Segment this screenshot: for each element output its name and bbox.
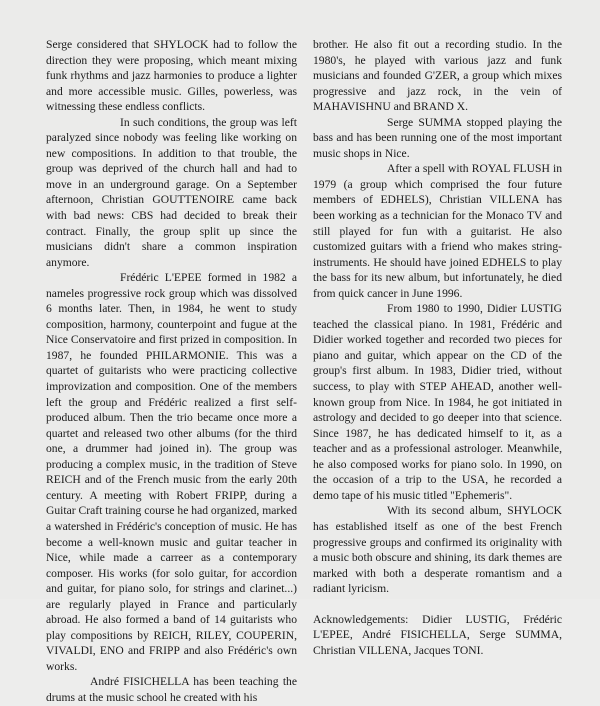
paragraph-frederic-lepee: Frédéric L'EPEE formed in 1982 a nameles progressive rock group which was dissolved 6 months later. Then, in 1984, he went to study composition, harmony, counterpoint and fugue at the Nice Conservatoire and first prized in composition. In 1987, he founded PHILARMONIE. This was a quartet of guitarists who were practicing collective improvization and composition. One of the members left the group and Frédéric realized a first self-produced album. Then the trio became once more a quartet and released two other albums (for the third one, a drummer had joined in). The group was producing a complex music, in the tradition of Steve REICH and of the French music from the early 20th century. A meeting with Robert FRIPP, during a Guitar Craft training course he had organized, marked a watershed in Frédéric's conception of music. He has become a well-known music and guitar teacher in Nice, while made a carreer as a contemporary composer. His works (for solo guitar, for accordion and guitar, for piano solo, for strings and clarinet...) are regularly played in France and particularly abroad. He also formed a band of 14 guitarists who play compositions by REICH, RILEY, COUPERIN, VIVALDI, ENO and FRIPP and also Frédéric's own works. (46, 271, 297, 673)
paragraph-didier-lustig: From 1980 to 1990, Didier LUSTIG teached the classical piano. In 1981, Frédéric and Didier worked together and recorded two pieces for piano and guitar, which appear on the CD of the group's first album. In 1983, Didier tried, without success, to play with STEP AHEAD, another well-known group from Nice. In 1984, he got initiated in astrology and decided to go deeper into that science. Since 1987, he has dedicated himself to it, as a teacher and as a professional astrologer. Meanwhile, he also composed works for piano solo. In 1990, on the occasion of a trip to the USA, he recorded a demo tape of his music titled "Ephemeris". (313, 302, 562, 502)
left-text-column (46, 37, 297, 706)
paragraph-conclusion: With its second album, SHYLOCK has established itself as one of the best French progressive groups and confirmed its originality with a music both obscure and shining, its dark themes are marked with both a desperate romantism and a radiant lyricism. (313, 504, 562, 596)
right-text-column (313, 37, 562, 658)
paragraph-serge-conflicts: Serge considered that SHYLOCK had to follow the direction they were proposing, which meant mixing funk rhythms and jazz harmonies to produce a lighter and more accessible music. Gilles, powerless, was witnessing these endless conflicts. (46, 38, 297, 114)
acknowledgements: Acknowledgements: Didier LUSTIG, Frédéric L'EPEE, André FISICHELLA, Serge SUMMA, Christian VILLENA, Jacques TONI. (313, 612, 562, 657)
paragraph-andre-fisichella: André FISICHELLA has been teaching the drums at the music school he created with his (46, 675, 297, 704)
paragraph-andre-continued: brother. He also fit out a recording studio. In the 1980's, he played with various jazz and funk musicians and founded G'ZER, a group which mixes progressive and jazz rock, in the vein of MAHAVISHNU and BRAND X. (313, 38, 562, 114)
paragraph-group-paralyzed: In such conditions, the group was left paralyzed since nobody was feeling like working on new compositions. In addition to that trouble, the group was deprived of the church hall and had to move in an underground garage. On a September afternoon, Christian GOUTTENOIRE came back with bad news: CBS had decided to break their contract. Finally, the group split up since the musicians didn't share a common inspiration anymore. (46, 115, 297, 269)
paragraph-serge-summa: Serge SUMMA stopped playing the bass and has been running one of the most important music shops in Nice. (313, 115, 562, 160)
paragraph-christian-villena: After a spell with ROYAL FLUSH in 1979 (a group which comprised the four future members of EDHELS), Christian VILLENA has been working as a technician for the Monaco TV and still played for fun with a guitarist. He also customized guitars with a friend who makes string-instruments. He should have joined EDHELS to play the bass for its new album, but infortunately, he died from quick cancer in June 1996. (313, 162, 562, 300)
